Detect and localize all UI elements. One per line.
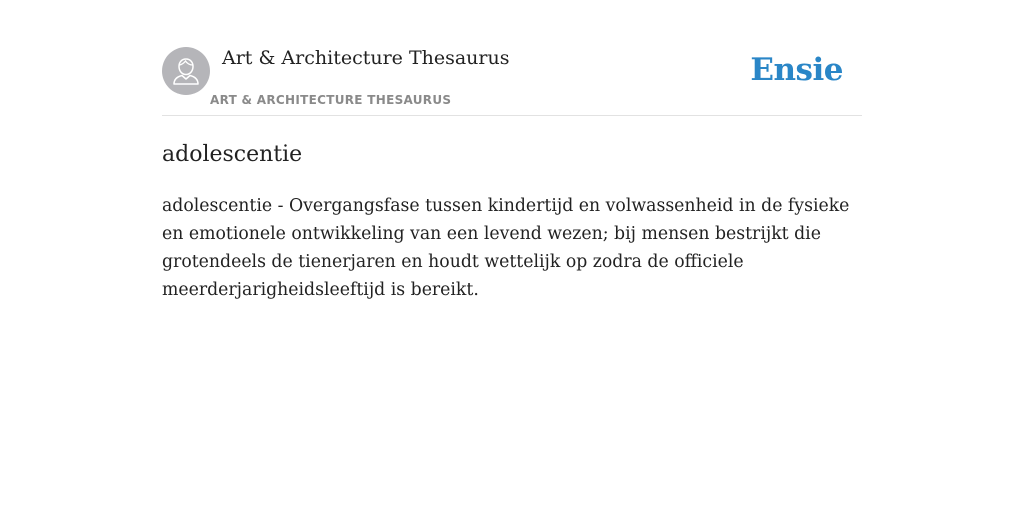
term-title: adolescentie	[162, 142, 303, 167]
user-silhouette-icon	[162, 47, 210, 95]
term-definition: adolescentie - Overgangsfase tussen kindertijd en volwassenheid in de fysieke en emotionele ontwikkeling van een levend wezen; bij mensen bestrijkt die grotendeels de tienerjaren en houdt wettelijk op zodra de officiele meerderjarigheidsleeftijd is bereikt.	[162, 196, 850, 300]
avatar[interactable]	[162, 47, 210, 95]
ensie-logo[interactable]: Ensie	[750, 52, 843, 88]
source-title[interactable]: Art & Architecture Thesaurus	[222, 47, 510, 69]
source-subtitle[interactable]: ART & ARCHITECTURE THESAURUS	[210, 93, 452, 107]
entry-header	[162, 46, 862, 116]
